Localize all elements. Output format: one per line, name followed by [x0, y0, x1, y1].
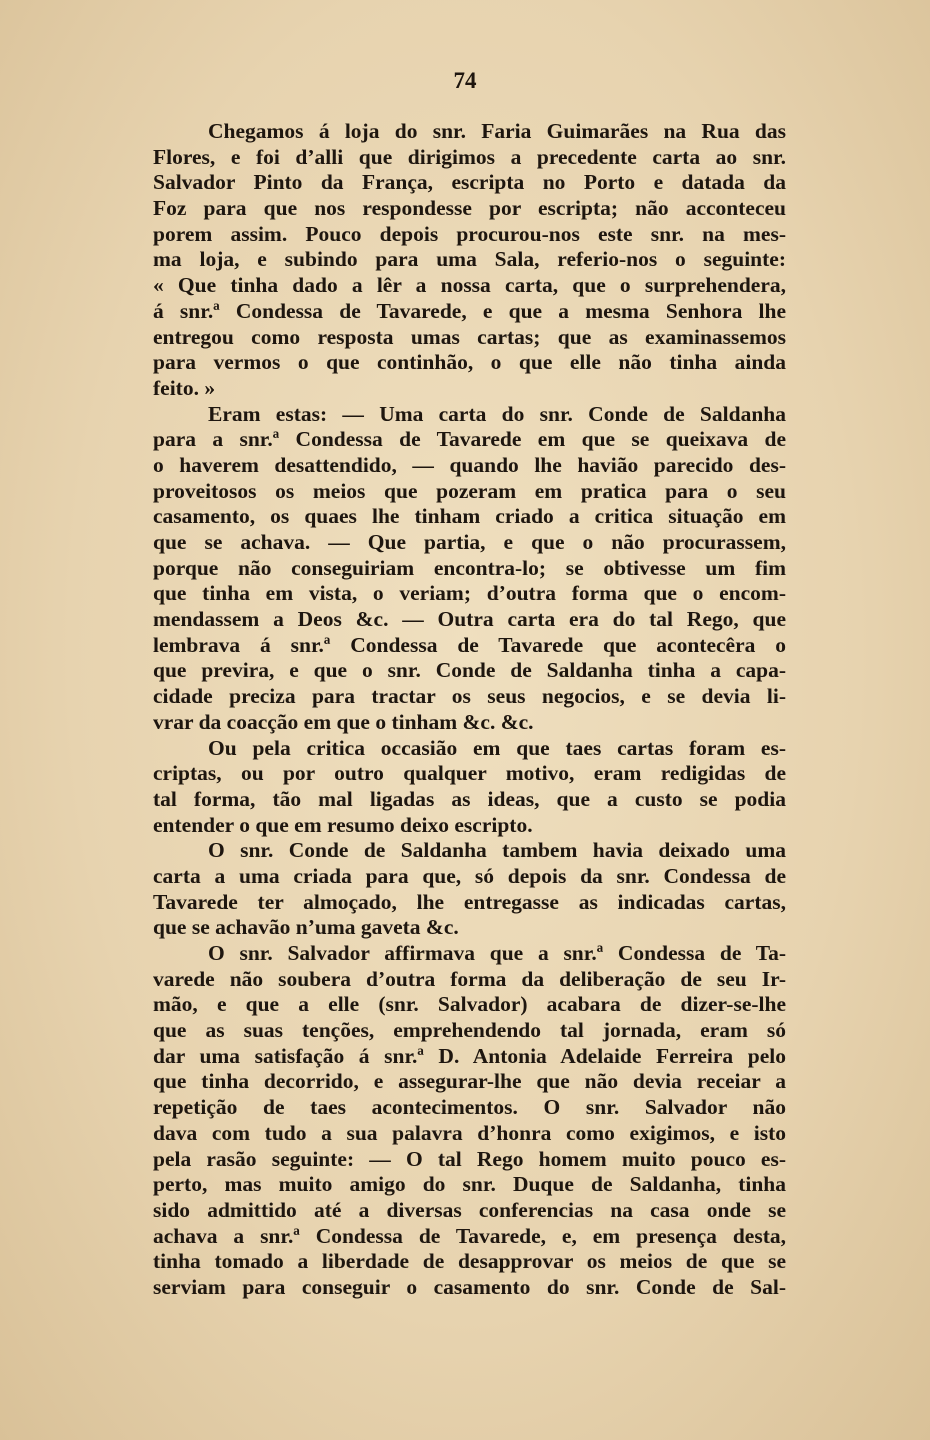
text-line: achava a snr.ª Condessa de Tavarede, e, em presença desta, — [153, 1223, 786, 1248]
text-line: cidade preciza para tractar os seus negocios, e se devia li- — [153, 684, 786, 709]
text-line: sido admittido até a diversas conferencias na casa onde se — [153, 1197, 786, 1222]
text-line: tal forma, tão mal ligadas as ideas, que a custo se podia — [153, 786, 786, 811]
text-line: mendassem a Deos &c. — Outra carta era do tal Rego, que — [153, 607, 786, 632]
text-line: o haverem desattendido, — quando lhe havião parecido des- — [153, 452, 786, 477]
text-line: que tinha em vista, o veriam; d’outra forma que o encom- — [153, 581, 786, 606]
text-line: perto, mas muito amigo do snr. Duque de Saldanha, tinha — [153, 1172, 786, 1197]
text-line: que previra, e que o snr. Conde de Saldanha tinha a capa- — [153, 658, 786, 683]
text-line: proveitosos os meios que pozeram em pratica para o seu — [153, 478, 786, 503]
text-line: pela rasão seguinte: — O tal Rego homem muito pouco es- — [153, 1146, 786, 1171]
text-line: lembrava á snr.ª Condessa de Tavarede que acontecêra o — [153, 632, 786, 657]
page-number: 74 — [453, 68, 477, 93]
text-line: casamento, os quaes lhe tinham criado a critica situação em — [153, 504, 786, 529]
text-line: O snr. Conde de Saldanha tambem havia deixado uma — [208, 838, 786, 863]
text-line: tinha tomado a liberdade de desapprovar os meios de que se — [153, 1249, 786, 1274]
text-line: Salvador Pinto da França, escripta no Porto e datada da — [153, 170, 786, 195]
text-line: Eram estas: — Uma carta do snr. Conde de Saldanha — [208, 401, 786, 426]
text-line: Foz para que nos respondesse por escripta; não acconteceu — [153, 196, 786, 221]
text-line: dar uma satisfação á snr.ª D. Antonia Adelaide Ferreira pelo — [153, 1043, 786, 1068]
text-line: para a snr.ª Condessa de Tavarede em que se queixava de — [153, 427, 786, 452]
text-line: feito. » — [153, 375, 216, 400]
text-line: que se achavão n’uma gaveta &c. — [153, 915, 459, 940]
text-line: criptas, ou por outro qualquer motivo, eram redigidas de — [153, 761, 786, 786]
text-line: « Que tinha dado a lêr a nossa carta, que o surprehendera, — [153, 273, 786, 298]
text-line: dava com tudo a sua palavra d’honra como exigimos, e isto — [153, 1120, 786, 1145]
text-line: serviam para conseguir o casamento do snr. Conde de Sal- — [153, 1274, 786, 1299]
text-line: ma loja, e subindo para uma Sala, referio-nos o seguinte: — [153, 247, 786, 272]
text-line: vrar da coacção em que o tinham &c. &c. — [153, 709, 534, 734]
text-line: que as suas tenções, emprehendendo tal jornada, eram só — [153, 1018, 786, 1043]
text-line: entender o que em resumo deixo escripto. — [153, 812, 533, 837]
text-line: porque não conseguiriam encontra-lo; se obtivesse um fim — [153, 555, 786, 580]
text-line: para vermos o que continhão, o que elle não tinha ainda — [153, 350, 786, 375]
text-line: Tavarede ter almoçado, lhe entregasse as indicadas cartas, — [153, 889, 786, 914]
text-line: varede não soubera d’outra forma da deliberação de seu Ir- — [153, 966, 786, 991]
text-line: carta a uma criada para que, só depois da snr. Condessa de — [153, 863, 786, 888]
text-line: Flores, e foi d’alli que dirigimos a precedente carta ao snr. — [153, 144, 786, 169]
text-line: Chegamos á loja do snr. Faria Guimarães na Rua das — [208, 119, 786, 143]
body-text — [153, 119, 786, 1301]
text-line: Ou pela critica occasião em que taes cartas foram es- — [208, 735, 786, 760]
text-line: repetição de taes acontecimentos. O snr. Salvador não — [153, 1095, 786, 1120]
text-line: que se achava. — Que partia, e que o não procurassem, — [153, 530, 786, 554]
text-line: O snr. Salvador affirmava que a snr.ª Condessa de Ta- — [208, 941, 786, 965]
text-line: entregou como resposta umas cartas; que as examinassemos — [153, 324, 786, 349]
text-line: que tinha decorrido, e assegurar-lhe que não devia receiar a — [153, 1069, 786, 1094]
text-line: porem assim. Pouco depois procurou-nos este snr. na mes- — [153, 221, 786, 246]
text-line: á snr.ª Condessa de Tavarede, e que a mesma Senhora lhe — [153, 298, 786, 323]
text-line: mão, e que a elle (snr. Salvador) acabara de dizer-se-lhe — [153, 992, 786, 1017]
